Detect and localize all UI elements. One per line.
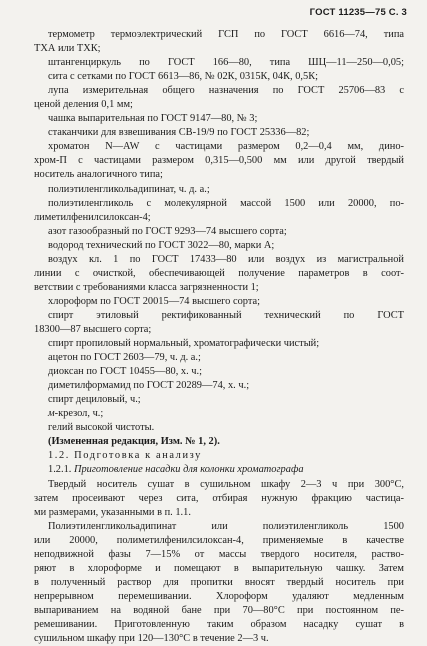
text-line: лупа измерительная общего назначения по ГОСТ 25706—83 с	[48, 85, 404, 97]
text-line: ацетон по ГОСТ 2603—79, ч. д. а.;	[48, 352, 201, 364]
text-line: носитель аналогичного типа;	[34, 169, 163, 181]
text-line: воздух кл. 1 по ГОСТ 17433—80 или воздух из магистральной	[48, 253, 404, 265]
text-line: Полиэтиленгликольадипинат или полиэтиленгликоль 1500	[48, 520, 404, 532]
text-line: затем просеивают через сита, отбирая нужную фракцию частица-	[34, 492, 404, 504]
text-line: ценой деления 0,1 мм;	[34, 99, 133, 111]
text-line: гелий высокой чистоты.	[48, 422, 155, 434]
text-line: хлороформ по ГОСТ 20015—74 высшего сорта;	[48, 295, 261, 307]
text-line: штангенциркуль по ГОСТ 166—80, типа ШЦ—11—250—0,05;	[48, 57, 404, 69]
text-line: полиэтиленгликоль с молекулярной массой 1500 или 20000, по-	[48, 197, 404, 209]
text-line: 1.2. Подготовка к анализу	[48, 450, 202, 462]
text-line: диметилформамид по ГОСТ 20289—74, х. ч.;	[48, 380, 250, 392]
text-line: сита с сетками по ГОСТ 6613—86, № 02К, 0315К, 04К, 0,5К;	[48, 71, 319, 83]
text-line: спирт этиловый ректификованный технический по ГОСТ	[48, 309, 404, 321]
text-line: спирт дециловый, ч.;	[48, 394, 141, 406]
running-header: ГОСТ 11235—75 С. 3	[309, 7, 407, 18]
text-line: ветствии с требованиями класса загрязненности 1;	[34, 281, 259, 293]
text-line: в полученный раствор для пропитки вносят твердый носитель при	[34, 576, 404, 588]
document-body	[34, 28, 404, 646]
text-line: непрерывном перемешивании. Хлороформ удаляют медленным	[34, 590, 404, 602]
text-line: азот газообразный по ГОСТ 9293—74 высшего сорта;	[48, 225, 287, 237]
text-line: лиметилфенилсилоксан-4;	[34, 211, 151, 223]
text-line: хроматон N—AW с частицами размером 0,2—0,4 мм, дино-	[48, 141, 404, 153]
text-line: ремешивании. Приготовленную таким образом насадку сушат в	[34, 618, 404, 630]
text-line: 1.2.1. Приготовление насадки для колонки хроматографа	[48, 464, 304, 476]
text-line: хром-П с частицами размером 0,315—0,500 мм или другой твердый	[34, 155, 404, 167]
text-line: или 20000, полиметилфенилсилоксан-4, применяемые в качестве	[34, 534, 404, 546]
text-line: диоксан по ГОСТ 10455—80, х. ч.;	[48, 366, 203, 378]
text-line: Твердый носитель сушат в сушильном шкафу 2—3 ч при 300°С,	[48, 478, 404, 490]
text-line: спирт пропиловый нормальный, хроматографически чистый;	[48, 338, 320, 350]
text-line: м-крезол, ч.;	[48, 408, 104, 420]
text-line: ТХА или ТХК;	[34, 43, 101, 55]
text-line: выпариванием на водяной бане при 70—80°С при постоянном пе-	[34, 604, 404, 616]
text-line: ряют в хлороформе и помещают в выпарительную чашку. Затем	[34, 562, 404, 574]
text-line: стаканчики для взвешивания СВ-19/9 по ГОСТ 25336—82;	[48, 127, 310, 139]
text-line: полиэтиленгликольадипинат, ч. д. а.;	[48, 183, 210, 195]
text-line: неподвижной фазы 7—15% от массы твердого носителя, раство-	[34, 548, 404, 560]
text-line: (Измененная редакция, Изм. № 1, 2).	[48, 436, 220, 448]
text-line: сушильном шкафу при 120—130°С в течение 2—3 ч.	[34, 633, 269, 645]
text-line: термометр термоэлектрический ГСП по ГОСТ 6616—74, типа	[48, 29, 404, 40]
text-line: 18300—87 высшего сорта;	[34, 323, 152, 335]
text-line: линии с очисткой, обеспечивающей получение параметров в соот-	[34, 267, 404, 279]
text-line: водород технический по ГОСТ 3022—80, марки А;	[48, 239, 275, 251]
text-line: чашка выпарительная по ГОСТ 9147—80, № 3;	[48, 113, 258, 125]
text-line: ми размерами, указанными в п. 1.1.	[34, 506, 191, 518]
